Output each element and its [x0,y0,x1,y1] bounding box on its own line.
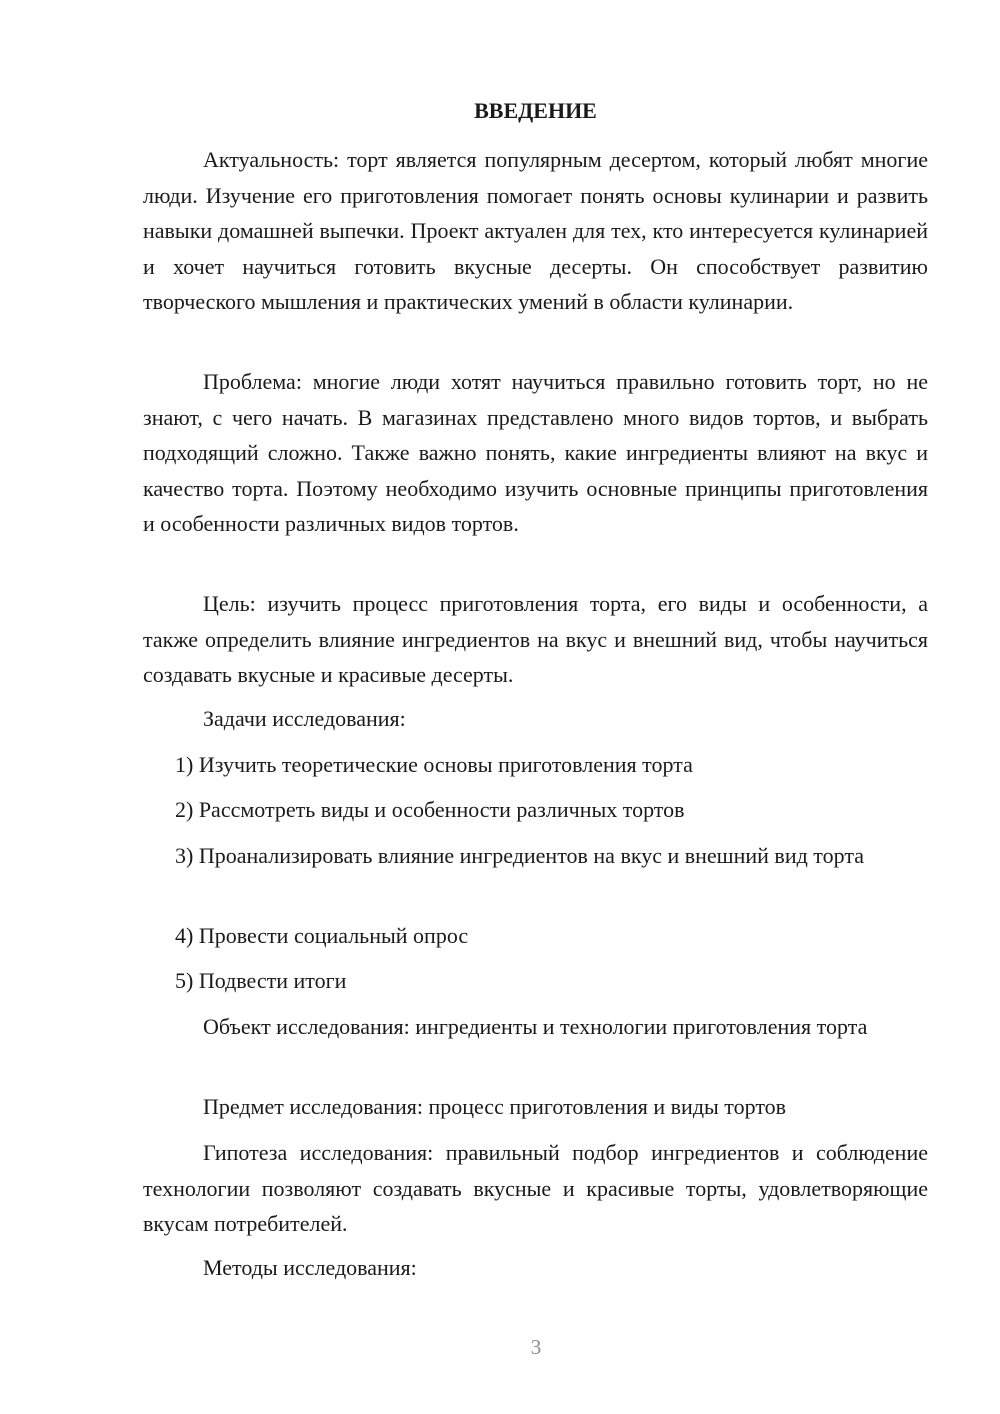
hypothesis-paragraph: Гипотеза исследования: правильный подбор ингредиентов и соблюдение технологии позволяют создавать вкусные и красивые торты, удовлетворяющие вкусам потребителей. [143,1140,928,1236]
object-paragraph: Объект исследования: ингредиенты и технологии приготовления торта [203,1014,868,1039]
goal-paragraph: Цель: изучить процесс приготовления торта, его виды и особенности, а также определить влияние ингредиентов на вкус и внешний вид, чтобы научиться создавать вкусные и красивые десерты. [143,591,928,687]
page-number: 3 [530,1335,542,1359]
task-item: 1) Изучить теоретические основы приготовления торта [175,752,693,777]
methods-heading: Методы исследования: [203,1255,417,1280]
tasks-heading: Задачи исследования: [203,706,406,731]
relevance-paragraph: Актуальность: торт является популярным десертом, который любят многие люди. Изучение его приготовления помогает понять основы кулинарии и развить навыки домашней выпечки. Проект актуален для тех, кто интересуется кулинарией и хочет научиться готовить вкусные десерты. Он способствует развитию творческого мышления и практических умений в области кулинарии. [143,147,928,314]
task-item: 3) Проанализировать влияние ингредиентов на вкус и внешний вид торта [175,843,864,868]
task-item: 5) Подвести итоги [175,968,347,993]
task-item: 2) Рассмотреть виды и особенности различных тортов [175,797,685,822]
problem-paragraph: Проблема: многие люди хотят научиться правильно готовить торт, но не знают, с чего начать. В магазинах представлено много видов тортов, и выбрать подходящий сложно. Также важно понять, какие ингредиенты влияют на вкус и качество торта. Поэтому необходимо изучить основные принципы приготовления и особенности различных видов тортов. [143,369,928,536]
task-item: 4) Провести социальный опрос [175,923,469,948]
page-title: ВВЕДЕНИЕ [474,98,597,123]
subject-paragraph: Предмет исследования: процесс приготовления и виды тортов [203,1094,787,1119]
